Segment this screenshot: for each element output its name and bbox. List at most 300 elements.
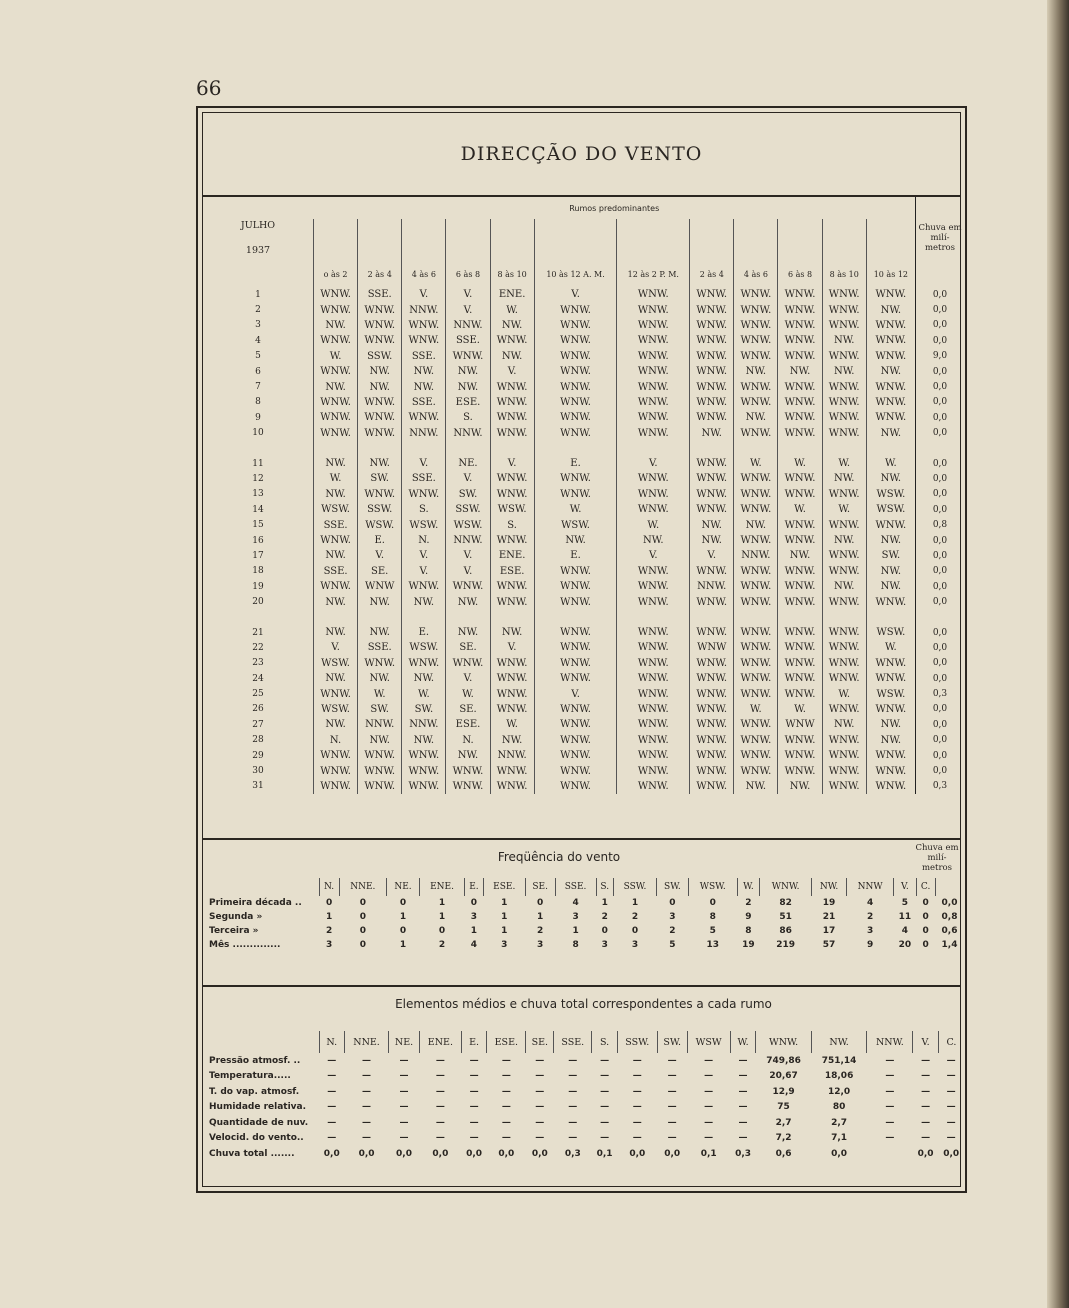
- value-cell: —: [435, 1055, 445, 1066]
- column-header: E.: [461, 1031, 487, 1053]
- wind-cell: WNW.: [778, 763, 822, 778]
- wind-cell: WNW.: [778, 564, 822, 579]
- value-cell: —: [469, 1086, 479, 1097]
- wind-cell: WNW: [358, 579, 402, 594]
- frequency-cell: 3: [537, 940, 544, 950]
- day-cell: 22: [252, 642, 264, 653]
- value-cell: —: [435, 1102, 445, 1113]
- frequency-cell: 1: [399, 940, 407, 950]
- wind-cell: WNW.: [358, 656, 402, 671]
- wind-cell: WNW.: [358, 395, 402, 410]
- wind-cell: WNW.: [534, 318, 617, 333]
- frequency-cell: 0: [438, 926, 446, 936]
- value-cell: —: [327, 1133, 337, 1144]
- value-cell: —: [469, 1055, 479, 1066]
- frequency-cell: 0: [922, 912, 929, 922]
- wind-cell: NW.: [822, 333, 866, 348]
- wind-cell: WNW.: [534, 733, 617, 748]
- wind-cell: WNW: [690, 640, 734, 655]
- rain-cell: 0,6: [941, 926, 958, 936]
- wind-cell: WNW.: [314, 686, 358, 701]
- wind-cell: NW.: [866, 579, 915, 594]
- wind-cell: WNW.: [446, 656, 490, 671]
- column-header: E.: [465, 878, 484, 896]
- wind-cell: WNW.: [690, 410, 734, 425]
- rain-cell: 0,0: [916, 333, 965, 348]
- column-header: ESE.: [483, 878, 525, 896]
- rain-cell: 0,0: [916, 287, 965, 302]
- wind-cell: WNW.: [490, 426, 534, 441]
- wind-cell: NW.: [314, 625, 358, 640]
- table-row: [203, 733, 964, 748]
- value-cell: —: [362, 1055, 372, 1066]
- wind-cell: WSW.: [314, 502, 358, 517]
- group-header: Rumos predominantes: [569, 203, 660, 213]
- value-cell: 0,0: [831, 1148, 848, 1159]
- wind-cell: NW.: [778, 779, 822, 794]
- wind-cell: WNW.: [866, 594, 915, 609]
- wind-cell: WNW.: [778, 748, 822, 763]
- day-cell: 16: [252, 535, 264, 546]
- frequency-cell: 1: [631, 898, 639, 908]
- wind-cell: WNW.: [617, 487, 690, 502]
- value-cell: 20,67: [769, 1071, 798, 1082]
- page-title: DIRECÇÃO DO VENTO: [460, 143, 703, 165]
- value-cell: —: [885, 1133, 895, 1144]
- frequency-cell: 13: [706, 940, 720, 950]
- rain-cell: 0,0: [916, 625, 965, 640]
- wind-cell: WNW.: [822, 671, 866, 686]
- column-header: C.: [938, 1031, 964, 1053]
- value-cell: —: [435, 1133, 445, 1144]
- frequency-cell: 20: [898, 940, 912, 950]
- wind-cell: V.: [490, 456, 534, 471]
- wind-cell: WNW.: [617, 625, 690, 640]
- wind-cell: WNW.: [822, 763, 866, 778]
- wind-cell: WNW.: [617, 686, 690, 701]
- wind-cell: NW.: [822, 364, 866, 379]
- row-label: Pressão atmosf. ..: [209, 1055, 301, 1066]
- wind-cell: WNW.: [314, 302, 358, 317]
- rain-cell: 0,0: [916, 379, 965, 394]
- value-cell: 0,0: [498, 1148, 515, 1159]
- wind-cell: SSW.: [446, 502, 490, 517]
- frequency-cell: 0: [359, 898, 366, 908]
- wind-cell: WSW.: [402, 517, 446, 532]
- wind-cell: NE.: [446, 456, 490, 471]
- wind-cell: WNW.: [778, 410, 822, 425]
- wind-cell: WNW.: [617, 410, 690, 425]
- wind-cell: W.: [490, 717, 534, 732]
- value-cell: 2,7: [831, 1117, 848, 1128]
- value-cell: —: [885, 1102, 895, 1113]
- frequency-cell: 3: [501, 940, 508, 950]
- column-header: SE.: [526, 1031, 554, 1053]
- value-cell: —: [738, 1086, 748, 1097]
- wind-cell: WNW.: [617, 333, 690, 348]
- wind-cell: NW.: [402, 671, 446, 686]
- wind-cell: SSE.: [402, 349, 446, 364]
- table-row: [203, 717, 964, 732]
- wind-cell: NW.: [866, 302, 915, 317]
- wind-cell: WSW.: [402, 640, 446, 655]
- wind-cell: WNW.: [314, 364, 358, 379]
- row-label: Humidade relativa.: [209, 1102, 307, 1113]
- wind-cell: SSE.: [446, 333, 490, 348]
- rain-header: Chuva em milí- metros: [916, 197, 965, 287]
- wind-cell: WNW.: [866, 379, 915, 394]
- rain-cell: 0,0: [916, 656, 965, 671]
- wind-cell: WNW.: [534, 471, 617, 486]
- wind-cell: WSW.: [534, 517, 617, 532]
- wind-cell: NNW.: [734, 548, 778, 563]
- elements-title: Elementos médios e chuva total correspondentes a cada rumo: [395, 997, 772, 1011]
- frequency-cell: 4: [572, 898, 579, 908]
- wind-cell: NW.: [402, 594, 446, 609]
- rain-cell: 0,8: [916, 517, 965, 532]
- wind-cell: V.: [402, 456, 446, 471]
- column-header: 6 às 8: [778, 219, 822, 287]
- wind-cell: W.: [778, 502, 822, 517]
- rain-cell: 0,0: [916, 487, 965, 502]
- wind-cell: WNW.: [866, 333, 915, 348]
- wind-cell: WNW.: [690, 564, 734, 579]
- wind-cell: WNW.: [778, 318, 822, 333]
- wind-cell: W.: [866, 456, 915, 471]
- wind-cell: NW.: [822, 471, 866, 486]
- row-label: Velocid. do vento..: [209, 1133, 304, 1144]
- wind-cell: WNW.: [778, 287, 822, 302]
- wind-cell: N.: [314, 733, 358, 748]
- wind-cell: WNW.: [690, 686, 734, 701]
- value-cell: —: [399, 1055, 409, 1066]
- frequency-cell: 0: [709, 898, 716, 908]
- decade-gap: [203, 610, 964, 625]
- table-row: [203, 487, 964, 502]
- wind-cell: SSE.: [358, 287, 402, 302]
- wind-cell: WNW.: [534, 748, 617, 763]
- wind-cell: V.: [446, 671, 490, 686]
- frequency-cell: 8: [745, 926, 752, 936]
- wind-cell: WNW.: [778, 379, 822, 394]
- value-cell: —: [501, 1102, 511, 1113]
- rain-cell: 0,0: [916, 426, 965, 441]
- wind-cell: WNW: [778, 717, 822, 732]
- value-cell: —: [435, 1071, 445, 1082]
- wind-cell: WSW.: [866, 625, 915, 640]
- frequency-cell: 0: [537, 898, 544, 908]
- table-row: [203, 640, 964, 655]
- table-row: [203, 1131, 964, 1147]
- day-cell: 15: [252, 520, 264, 531]
- wind-cell: NW.: [822, 717, 866, 732]
- frequency-rain-header: Chuva em milí- metros: [915, 843, 959, 873]
- column-header: o às 2: [314, 219, 358, 287]
- wind-cell: W.: [358, 686, 402, 701]
- value-cell: —: [667, 1055, 677, 1066]
- wind-cell: WNW.: [490, 410, 534, 425]
- wind-cell: WNW.: [314, 533, 358, 548]
- frequency-cell: 1: [537, 912, 544, 922]
- rain-cell: 0,3: [916, 779, 965, 794]
- wind-cell: WNW.: [314, 748, 358, 763]
- column-header: SW.: [657, 1031, 687, 1053]
- wind-cell: NNW.: [446, 533, 490, 548]
- day-cell: 14: [252, 504, 264, 515]
- wind-cell: WNW.: [690, 702, 734, 717]
- wind-cell: WNW.: [822, 656, 866, 671]
- table-row: [203, 1084, 964, 1100]
- frequency-cell: 0: [669, 898, 676, 908]
- row-label: Segunda »: [209, 912, 263, 922]
- wind-cell: NW.: [314, 487, 358, 502]
- wind-cell: NW.: [866, 533, 915, 548]
- wind-cell: WNW.: [734, 640, 778, 655]
- wind-cell: NW.: [866, 733, 915, 748]
- wind-direction-table: [203, 197, 964, 794]
- wind-cell: WNW.: [446, 349, 490, 364]
- frequency-cell: 1: [399, 912, 407, 922]
- value-cell: 0,0: [943, 1148, 960, 1159]
- column-header: 8 às 10: [490, 219, 534, 287]
- wind-cell: WNW.: [617, 349, 690, 364]
- wind-cell: WNW.: [778, 426, 822, 441]
- wind-cell: WNW.: [690, 287, 734, 302]
- table-row: [203, 1053, 964, 1069]
- wind-cell: WNW.: [734, 686, 778, 701]
- column-header: NNE.: [345, 1031, 389, 1053]
- rain-cell: 0,0: [916, 533, 965, 548]
- rain-cell: 0,0: [916, 364, 965, 379]
- wind-cell: WNW.: [534, 426, 617, 441]
- day-cell: 11: [252, 458, 264, 469]
- value-cell: 7,1: [831, 1133, 848, 1144]
- wind-cell: WNW.: [446, 779, 490, 794]
- wind-cell: WNW.: [822, 302, 866, 317]
- frequency-cell: 1: [438, 912, 446, 922]
- value-cell: 0,0: [917, 1148, 934, 1159]
- table-row: [203, 779, 964, 794]
- frequency-cell: 0: [359, 912, 366, 922]
- day-cell: 29: [252, 750, 264, 761]
- wind-cell: WNW.: [314, 287, 358, 302]
- column-header: NNW.: [867, 1031, 913, 1053]
- frequency-cell: 3: [470, 912, 478, 922]
- wind-cell: WNW.: [778, 656, 822, 671]
- wind-cell: WNW.: [866, 287, 915, 302]
- rain-cell: 0,0: [916, 748, 965, 763]
- wind-cell: WNW.: [778, 487, 822, 502]
- value-cell: —: [946, 1086, 956, 1097]
- wind-cell: S.: [490, 517, 534, 532]
- wind-cell: WNW.: [866, 671, 915, 686]
- row-label: Temperatura.....: [209, 1071, 291, 1082]
- table-row: [203, 1069, 964, 1085]
- value-cell: —: [667, 1102, 677, 1113]
- value-cell: —: [469, 1133, 479, 1144]
- column-header: 2 às 4: [690, 219, 734, 287]
- value-cell: —: [885, 1055, 895, 1066]
- wind-cell: WNW.: [534, 640, 617, 655]
- wind-cell: W.: [778, 456, 822, 471]
- frequency-cell: 21: [822, 912, 836, 922]
- wind-cell: WNW.: [490, 594, 534, 609]
- wind-cell: NW.: [734, 779, 778, 794]
- wind-cell: NW.: [358, 594, 402, 609]
- frequency-cell: 3: [601, 940, 608, 950]
- value-cell: —: [362, 1117, 372, 1128]
- wind-cell: WNW.: [690, 671, 734, 686]
- wind-cell: NW.: [690, 517, 734, 532]
- column-header: SSW.: [614, 878, 657, 896]
- wind-cell: WNW.: [866, 656, 915, 671]
- table-row: [203, 502, 964, 517]
- wind-cell: WNW.: [734, 502, 778, 517]
- day-cell: 21: [252, 627, 264, 638]
- column-header: V.: [894, 878, 917, 896]
- frequency-cell: 2: [537, 926, 544, 936]
- frequency-cell: 0: [325, 898, 333, 908]
- wind-cell: SSW.: [358, 349, 402, 364]
- value-cell: —: [632, 1086, 642, 1097]
- value-cell: —: [921, 1071, 931, 1082]
- wind-cell: WNW.: [778, 517, 822, 532]
- wind-cell: WNW.: [822, 487, 866, 502]
- wind-cell: W.: [534, 502, 617, 517]
- wind-cell: NW.: [778, 548, 822, 563]
- day-cell: 19: [252, 581, 264, 592]
- wind-cell: WNW.: [822, 410, 866, 425]
- table-row: [203, 456, 964, 471]
- wind-cell: WNW.: [734, 318, 778, 333]
- column-header: ESE.: [487, 1031, 526, 1053]
- frequency-cell: 2: [601, 912, 608, 922]
- value-cell: —: [399, 1071, 409, 1082]
- wind-cell: NW.: [314, 671, 358, 686]
- wind-cell: WNW.: [314, 333, 358, 348]
- column-header: C.: [916, 878, 935, 896]
- value-cell: —: [399, 1133, 409, 1144]
- wind-cell: WNW.: [534, 671, 617, 686]
- day-cell: 27: [252, 719, 264, 730]
- table-row: [203, 1146, 964, 1162]
- table-row: [203, 471, 964, 486]
- rain-cell: 0,8: [941, 912, 958, 922]
- value-cell: —: [946, 1071, 956, 1082]
- value-cell: —: [501, 1086, 511, 1097]
- wind-cell: WNW.: [778, 333, 822, 348]
- wind-cell: NW.: [358, 733, 402, 748]
- column-header: 10 às 12 A. M.: [534, 219, 617, 287]
- column-header: WNW.: [756, 1031, 812, 1053]
- value-cell: 0,0: [664, 1148, 681, 1159]
- value-cell: —: [738, 1055, 748, 1066]
- wind-cell: SW.: [866, 548, 915, 563]
- wind-cell: WNW.: [617, 594, 690, 609]
- wind-cell: WNW.: [822, 426, 866, 441]
- table-row: [203, 548, 964, 563]
- table-row: [203, 395, 964, 410]
- day-cell: 18: [252, 566, 264, 577]
- wind-cell: WNW.: [358, 763, 402, 778]
- wind-cell: WSW.: [866, 686, 915, 701]
- table-row: [203, 702, 964, 717]
- frequency-cell: 2: [745, 898, 752, 908]
- wind-cell: WNW.: [734, 564, 778, 579]
- value-cell: —: [469, 1071, 479, 1082]
- value-cell: —: [738, 1133, 748, 1144]
- value-cell: —: [362, 1086, 372, 1097]
- wind-cell: WNW.: [778, 594, 822, 609]
- table-row: [203, 763, 964, 778]
- rain-cell: 0,0: [916, 640, 965, 655]
- frequency-cell: 4: [470, 940, 478, 950]
- wind-cell: NNW.: [402, 717, 446, 732]
- wind-cell: V.: [402, 548, 446, 563]
- value-cell: [867, 1146, 913, 1162]
- column-header: SSW.: [617, 1031, 657, 1053]
- value-cell: —: [469, 1117, 479, 1128]
- frequency-cell: 0: [922, 926, 929, 936]
- column-header: 6 às 8: [446, 219, 490, 287]
- value-cell: —: [435, 1117, 445, 1128]
- row-label: Mês ..............: [209, 940, 281, 950]
- wind-cell: WSW.: [446, 517, 490, 532]
- day-cell: 23: [252, 658, 264, 669]
- wind-cell: V.: [690, 548, 734, 563]
- wind-cell: WNW.: [734, 656, 778, 671]
- wind-cell: NW.: [446, 379, 490, 394]
- wind-cell: WNW.: [690, 456, 734, 471]
- wind-cell: W.: [822, 502, 866, 517]
- value-cell: 80: [832, 1102, 846, 1113]
- value-cell: —: [632, 1102, 642, 1113]
- value-cell: —: [632, 1133, 642, 1144]
- wind-cell: WNW.: [617, 579, 690, 594]
- wind-cell: WNW.: [617, 302, 690, 317]
- wind-cell: W.: [490, 302, 534, 317]
- value-cell: —: [469, 1102, 479, 1113]
- wind-cell: NW.: [358, 364, 402, 379]
- wind-cell: WNW.: [617, 748, 690, 763]
- wind-cell: NNW.: [446, 318, 490, 333]
- wind-cell: WNW.: [314, 779, 358, 794]
- value-cell: —: [946, 1055, 956, 1066]
- wind-cell: WNW.: [490, 487, 534, 502]
- wind-cell: WNW.: [866, 349, 915, 364]
- wind-cell: WNW.: [617, 656, 690, 671]
- wind-cell: WNW.: [358, 426, 402, 441]
- frequency-cell: 4: [866, 898, 874, 908]
- wind-cell: WNW.: [822, 379, 866, 394]
- wind-cell: WNW.: [490, 656, 534, 671]
- wind-cell: WNW.: [617, 779, 690, 794]
- table-row: [203, 333, 964, 348]
- day-cell: 25: [252, 689, 264, 700]
- value-cell: 0,0: [432, 1148, 449, 1159]
- day-cell: 3: [255, 320, 261, 331]
- value-cell: —: [921, 1055, 931, 1066]
- value-cell: —: [362, 1133, 372, 1144]
- frequency-cell: 19: [822, 898, 836, 908]
- wind-cell: WNW.: [778, 471, 822, 486]
- value-cell: —: [600, 1071, 610, 1082]
- frequency-cell: 3: [669, 912, 676, 922]
- wind-cell: WNW.: [734, 733, 778, 748]
- wind-cell: NW.: [446, 625, 490, 640]
- value-cell: —: [535, 1071, 545, 1082]
- wind-cell: WNW.: [866, 410, 915, 425]
